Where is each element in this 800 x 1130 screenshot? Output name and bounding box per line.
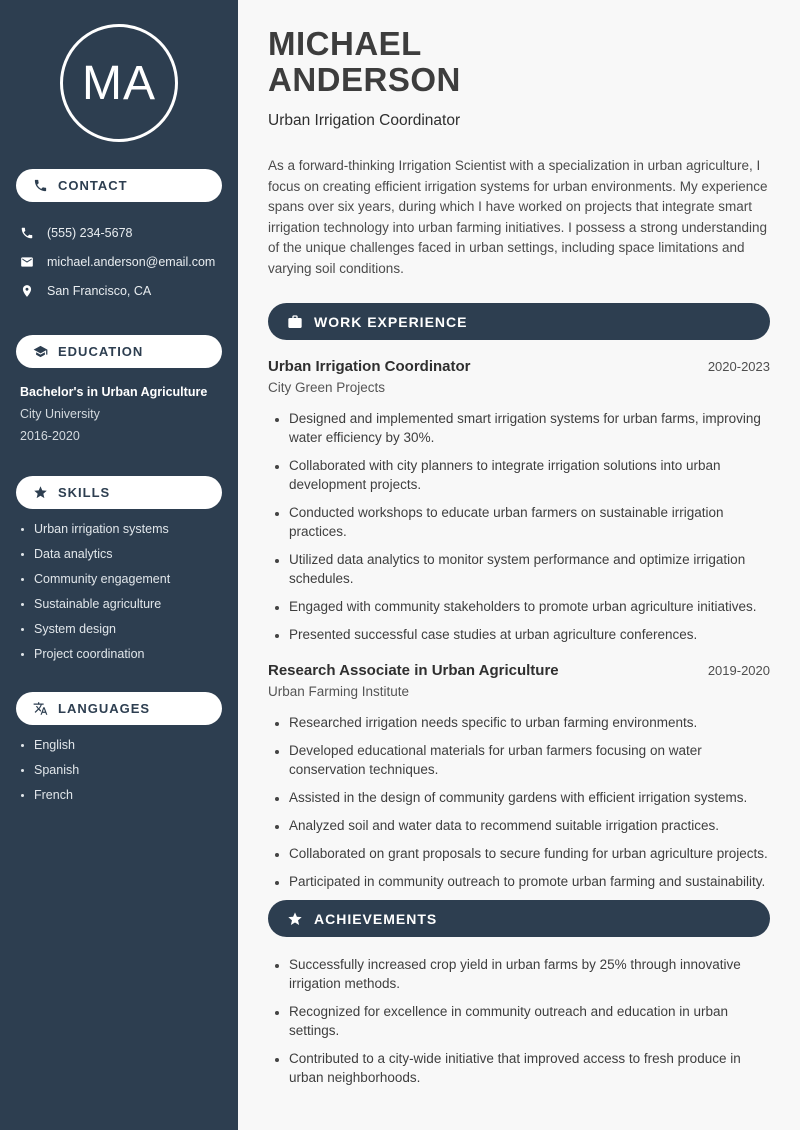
education-section-label: EDUCATION bbox=[58, 344, 144, 359]
list-item: • Spanish bbox=[34, 764, 230, 777]
skills-section-label: SKILLS bbox=[58, 485, 111, 500]
list-item: • English bbox=[34, 739, 230, 752]
professional-summary: As a forward-thinking Irrigation Scientist with a specialization in urban agriculture, I focus on creating efficient irrigation systems for urban environments. My experience spans over six years, during which I have worked on projects that integrate smart irrigation technology into urban farming initiatives. I possess a strong understanding of the unique challenges faced in urban settings, including space limitations and varying soil conditions. bbox=[268, 158, 768, 276]
job-bullets bbox=[268, 713, 770, 891]
work-experience-banner bbox=[268, 303, 770, 340]
location-text: San Francisco, CA bbox=[47, 283, 152, 298]
mail-icon bbox=[20, 255, 34, 269]
education-entry bbox=[0, 385, 238, 443]
achievements-banner bbox=[268, 900, 770, 937]
phone-icon bbox=[20, 226, 34, 240]
list-item: • Researched irrigation needs specific to urban farming environments. bbox=[289, 713, 770, 732]
languages-section-header bbox=[16, 692, 222, 725]
star-icon bbox=[287, 911, 303, 927]
translate-icon bbox=[33, 701, 48, 716]
list-item: • Collaborated on grant proposals to secure funding for urban agriculture projects. bbox=[289, 844, 770, 863]
list-item: • Sustainable agriculture bbox=[34, 598, 230, 611]
education-school: City University bbox=[20, 407, 100, 421]
graduation-cap-icon bbox=[33, 344, 48, 359]
contact-list bbox=[0, 218, 238, 305]
contact-location-row bbox=[20, 276, 230, 305]
phone-number: (555) 234-5678 bbox=[47, 225, 133, 240]
languages-section-label: LANGUAGES bbox=[58, 701, 151, 716]
avatar bbox=[60, 24, 178, 142]
phone-icon bbox=[33, 178, 48, 193]
contact-phone-row bbox=[20, 218, 230, 247]
list-item: • Successfully increased crop yield in urban farms by 25% through innovative irrigation methods. bbox=[289, 955, 770, 993]
list-item: • French bbox=[34, 789, 230, 802]
job-entry bbox=[268, 662, 770, 891]
main-content bbox=[238, 0, 800, 1130]
list-item: • Designed and implemented smart irrigation systems for urban farms, improving water efficiency by 30%. bbox=[289, 409, 770, 447]
job-title: Urban Irrigation Coordinator bbox=[268, 358, 471, 375]
education-section-header bbox=[16, 335, 222, 368]
headline-job-title: Urban Irrigation Coordinator bbox=[268, 112, 461, 129]
email-address: michael.anderson@email.com bbox=[47, 254, 216, 269]
list-item: • Recognized for excellence in community outreach and education in urban settings. bbox=[289, 1002, 770, 1040]
first-name: MICHAEL bbox=[268, 25, 422, 62]
last-name: ANDERSON bbox=[268, 61, 461, 98]
job-company: Urban Farming Institute bbox=[268, 684, 410, 699]
list-item: • Assisted in the design of community gardens with efficient irrigation systems. bbox=[289, 788, 770, 807]
languages-list bbox=[0, 739, 238, 802]
achievements-label: ACHIEVEMENTS bbox=[314, 910, 438, 927]
briefcase-icon bbox=[287, 314, 303, 330]
list-item: • Data analytics bbox=[34, 548, 230, 561]
job-company: City Green Projects bbox=[268, 380, 386, 395]
job-dates: 2020-2023 bbox=[707, 359, 770, 374]
job-title: Research Associate in Urban Agriculture bbox=[268, 662, 559, 679]
person-name bbox=[268, 26, 770, 98]
education-years: 2016-2020 bbox=[20, 429, 80, 443]
achievements-list bbox=[268, 955, 770, 1087]
avatar-initials: MA bbox=[82, 56, 156, 110]
list-item: • Participated in community outreach to promote urban farming and sustainability. bbox=[289, 872, 770, 891]
skills-section-header bbox=[16, 476, 222, 509]
list-item: • Engaged with community stakeholders to promote urban agriculture initiatives. bbox=[289, 597, 770, 616]
list-item: • Analyzed soil and water data to recommend suitable irrigation practices. bbox=[289, 816, 770, 835]
job-entry bbox=[268, 358, 770, 644]
contact-section-label: CONTACT bbox=[58, 178, 128, 193]
list-item: • Urban irrigation systems bbox=[34, 523, 230, 536]
list-item: • Project coordination bbox=[34, 648, 230, 661]
list-item: • System design bbox=[34, 623, 230, 636]
list-item: • Presented successful case studies at urban agriculture conferences. bbox=[289, 625, 770, 644]
list-item: • Collaborated with city planners to integrate irrigation solutions into urban development projects. bbox=[289, 456, 770, 494]
list-item: • Contributed to a city-wide initiative that improved access to fresh produce in urban neighborhoods. bbox=[289, 1049, 770, 1087]
list-item: • Utilized data analytics to monitor system performance and optimize irrigation schedules. bbox=[289, 550, 770, 588]
location-pin-icon bbox=[20, 284, 34, 298]
job-dates: 2019-2020 bbox=[707, 663, 770, 678]
work-experience-label: WORK EXPERIENCE bbox=[314, 313, 468, 330]
list-item: • Community engagement bbox=[34, 573, 230, 586]
skills-list bbox=[0, 523, 238, 661]
contact-section-header bbox=[16, 169, 222, 202]
job-header bbox=[268, 358, 770, 375]
contact-email-row bbox=[20, 247, 230, 276]
list-item: • Developed educational materials for urban farmers focusing on water conservation techniques. bbox=[289, 741, 770, 779]
education-degree: Bachelor's in Urban Agriculture bbox=[20, 385, 208, 399]
job-header bbox=[268, 662, 770, 679]
list-item: • Conducted workshops to educate urban farmers on sustainable irrigation practices. bbox=[289, 503, 770, 541]
sidebar bbox=[0, 0, 238, 1130]
job-bullets bbox=[268, 409, 770, 644]
star-icon bbox=[33, 485, 48, 500]
